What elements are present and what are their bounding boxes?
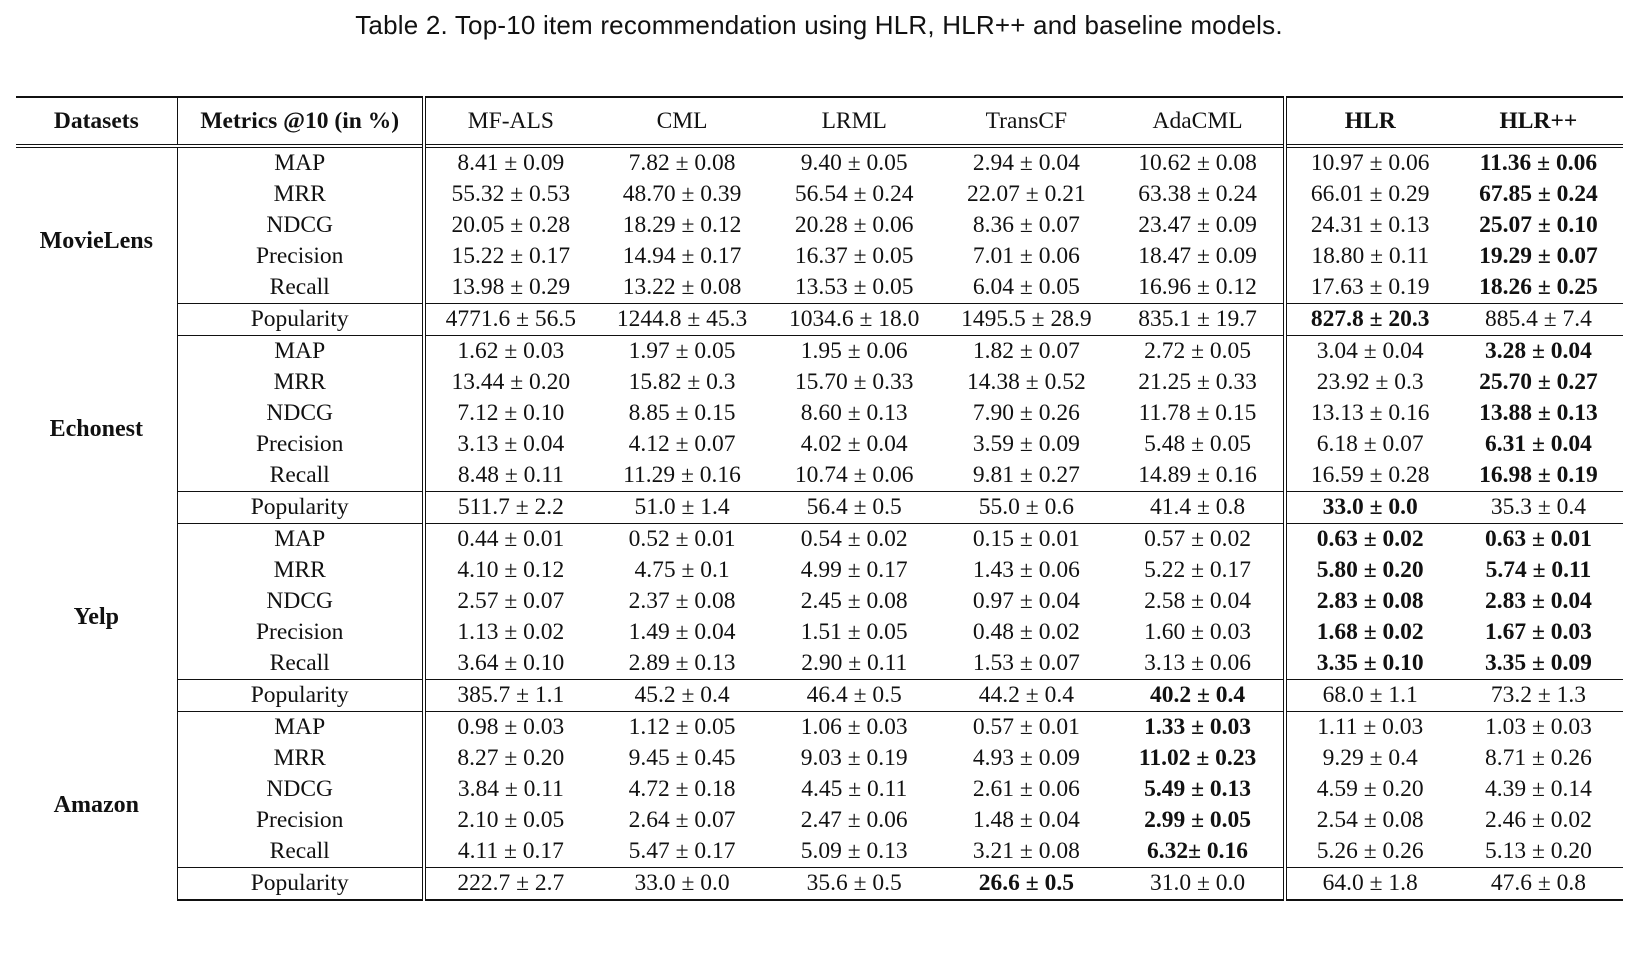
value-cell: 2.83 ± 0.04 [1484, 588, 1592, 614]
value-cell: 2.72 ± 0.05 [1112, 336, 1284, 368]
value-cell: 44.2 ± 0.4 [940, 680, 1112, 712]
metric-label: MAP [177, 336, 424, 368]
value-cell: 11.78 ± 0.15 [1112, 398, 1284, 429]
value-cell: 13.53 ± 0.05 [794, 274, 914, 300]
value-cell: 23.92 ± 0.3 [1316, 369, 1424, 395]
value-cell: 5.49 ± 0.13 [1112, 774, 1284, 805]
table-row [16, 743, 1623, 774]
value-cell: 14.94 ± 0.17 [622, 243, 742, 269]
value-cell: 15.22 ± 0.17 [451, 243, 571, 269]
value-cell: 511.7 ± 2.2 [424, 492, 596, 524]
value-cell: 63.38 ± 0.24 [1112, 179, 1284, 210]
value-cell: 11.02 ± 0.23 [1112, 743, 1284, 774]
header-model-hlrpp: HLR++ [1499, 107, 1578, 134]
value-cell: 6.31 ± 0.04 [1484, 431, 1592, 457]
metric-label: Popularity [177, 304, 424, 336]
value-cell: 4.45 ± 0.11 [801, 776, 908, 802]
metric-label: MAP [177, 712, 424, 744]
table-row [16, 304, 1623, 336]
value-cell: 31.0 ± 0.0 [1112, 868, 1284, 901]
value-cell: 45.2 ± 0.4 [596, 680, 768, 712]
value-cell: 20.05 ± 0.28 [451, 212, 571, 238]
value-cell: 8.48 ± 0.11 [457, 462, 564, 488]
metric-label: Precision [177, 241, 424, 272]
value-cell: 2.37 ± 0.08 [628, 588, 736, 614]
value-cell: 4.59 ± 0.20 [1316, 776, 1424, 802]
value-cell: 73.2 ± 1.3 [1454, 680, 1623, 712]
value-cell: 8.27 ± 0.20 [457, 745, 565, 771]
value-cell: 0.44 ± 0.01 [457, 526, 565, 552]
value-cell: 22.07 ± 0.21 [967, 181, 1086, 207]
table-row [16, 492, 1623, 524]
value-cell: 2.47 ± 0.06 [800, 807, 908, 833]
value-cell: 2.90 ± 0.11 [801, 650, 908, 676]
value-cell: 2.10 ± 0.05 [457, 807, 565, 833]
value-cell: 3.21 ± 0.08 [972, 838, 1080, 864]
table-row [16, 555, 1623, 586]
value-cell: 66.01 ± 0.29 [1310, 181, 1430, 207]
value-cell: 4.11 ± 0.17 [457, 838, 564, 864]
value-cell: 2.64 ± 0.07 [628, 807, 736, 833]
value-cell: 1.03 ± 0.03 [1484, 714, 1592, 740]
value-cell: 1495.5 ± 28.9 [940, 304, 1112, 336]
results-table-wrapper [16, 96, 1623, 901]
value-cell: 3.35 ± 0.10 [1316, 650, 1424, 676]
value-cell: 1.68 ± 0.02 [1316, 619, 1424, 645]
value-cell: 0.63 ± 0.02 [1316, 526, 1424, 552]
table-row [16, 146, 1623, 179]
dataset-label: Yelp [16, 524, 177, 712]
metric-label: MRR [177, 743, 424, 774]
value-cell: 0.48 ± 0.02 [972, 619, 1080, 645]
table-row [16, 210, 1623, 241]
value-cell: 7.82 ± 0.08 [628, 150, 736, 176]
value-cell: 827.8 ± 20.3 [1285, 304, 1454, 336]
table-row [16, 836, 1623, 868]
value-cell: 64.0 ± 1.8 [1285, 868, 1454, 901]
value-cell: 8.41 ± 0.09 [457, 150, 565, 176]
value-cell: 16.37 ± 0.05 [794, 243, 914, 269]
value-cell: 9.45 ± 0.45 [628, 745, 736, 771]
value-cell: 885.4 ± 7.4 [1454, 304, 1623, 336]
value-cell: 3.84 ± 0.11 [457, 776, 564, 802]
value-cell: 20.28 ± 0.06 [794, 212, 914, 238]
value-cell: 67.85 ± 0.24 [1479, 181, 1598, 207]
value-cell: 3.13 ± 0.06 [1112, 648, 1284, 680]
value-cell: 8.85 ± 0.15 [628, 400, 736, 426]
value-cell: 5.09 ± 0.13 [800, 838, 908, 864]
value-cell: 2.45 ± 0.08 [800, 588, 908, 614]
value-cell: 0.63 ± 0.01 [1484, 526, 1592, 552]
value-cell: 0.54 ± 0.02 [800, 526, 908, 552]
table-row [16, 617, 1623, 648]
value-cell: 1244.8 ± 45.3 [596, 304, 768, 336]
table-row [16, 336, 1623, 368]
value-cell: 46.4 ± 0.5 [768, 680, 940, 712]
value-cell: 5.13 ± 0.20 [1484, 838, 1592, 864]
header-model-transcf: TransCF [985, 107, 1068, 134]
value-cell: 11.29 ± 0.16 [623, 462, 741, 488]
value-cell: 1.43 ± 0.06 [972, 557, 1080, 583]
value-cell: 3.04 ± 0.04 [1316, 338, 1424, 364]
value-cell: 25.70 ± 0.27 [1479, 369, 1598, 395]
dataset-label: MovieLens [16, 146, 177, 336]
value-cell: 4.72 ± 0.18 [628, 776, 736, 802]
value-cell: 1.51 ± 0.05 [800, 619, 908, 645]
value-cell: 18.47 ± 0.09 [1112, 241, 1284, 272]
value-cell: 18.80 ± 0.11 [1311, 243, 1430, 269]
metric-label: Recall [177, 648, 424, 680]
value-cell: 15.82 ± 0.3 [628, 369, 736, 395]
dataset-label: Amazon [16, 712, 177, 901]
metric-label: NDCG [177, 586, 424, 617]
value-cell: 5.80 ± 0.20 [1316, 557, 1424, 583]
table-row [16, 367, 1623, 398]
value-cell: 2.89 ± 0.13 [628, 650, 736, 676]
value-cell: 1.97 ± 0.05 [628, 338, 736, 364]
value-cell: 33.0 ± 0.0 [596, 868, 768, 901]
header-datasets: Datasets [16, 97, 177, 146]
value-cell: 1.62 ± 0.03 [457, 338, 565, 364]
table-row [16, 398, 1623, 429]
header-model-cml: CML [656, 107, 708, 134]
value-cell: 2.94 ± 0.04 [972, 150, 1080, 176]
value-cell: 1.67 ± 0.03 [1484, 619, 1592, 645]
header-row [16, 97, 1623, 146]
metric-label: Precision [177, 429, 424, 460]
value-cell: 1.12 ± 0.05 [628, 714, 736, 740]
value-cell: 19.29 ± 0.07 [1479, 243, 1598, 269]
value-cell: 13.98 ± 0.29 [451, 274, 571, 300]
table-row [16, 774, 1623, 805]
value-cell: 7.01 ± 0.06 [972, 243, 1080, 269]
value-cell: 1.53 ± 0.07 [972, 650, 1080, 676]
value-cell: 4771.6 ± 56.5 [424, 304, 596, 336]
value-cell: 4.12 ± 0.07 [628, 431, 736, 457]
value-cell: 5.47 ± 0.17 [628, 838, 736, 864]
table-row [16, 586, 1623, 617]
table-body [16, 146, 1623, 900]
value-cell: 0.97 ± 0.04 [972, 588, 1080, 614]
table-row [16, 680, 1623, 712]
value-cell: 5.26 ± 0.26 [1316, 838, 1424, 864]
value-cell: 56.54 ± 0.24 [794, 181, 914, 207]
value-cell: 2.61 ± 0.06 [972, 776, 1080, 802]
value-cell: 1.60 ± 0.03 [1112, 617, 1284, 648]
metric-label: Precision [177, 617, 424, 648]
metric-label: Recall [177, 272, 424, 304]
value-cell: 9.03 ± 0.19 [800, 745, 908, 771]
header-model-adacml: AdaCML [1112, 97, 1284, 146]
value-cell: 4.99 ± 0.17 [800, 557, 908, 583]
value-cell: 9.29 ± 0.4 [1322, 745, 1418, 771]
metric-label: NDCG [177, 398, 424, 429]
value-cell: 1.13 ± 0.02 [457, 619, 565, 645]
value-cell: 222.7 ± 2.7 [424, 868, 596, 901]
value-cell: 41.4 ± 0.8 [1112, 492, 1284, 524]
value-cell: 47.6 ± 0.8 [1454, 868, 1623, 901]
metric-label: Popularity [177, 868, 424, 901]
value-cell: 11.36 ± 0.06 [1479, 150, 1598, 176]
value-cell: 4.93 ± 0.09 [972, 745, 1080, 771]
value-cell: 8.71 ± 0.26 [1484, 745, 1592, 771]
value-cell: 6.32± 0.16 [1112, 836, 1284, 868]
value-cell: 385.7 ± 1.1 [424, 680, 596, 712]
value-cell: 7.12 ± 0.10 [457, 400, 565, 426]
table-row [16, 868, 1623, 901]
metric-label: MAP [177, 146, 424, 179]
header-metrics: Metrics @10 (in %) [177, 97, 424, 146]
value-cell: 6.04 ± 0.05 [972, 274, 1080, 300]
metric-label: Recall [177, 460, 424, 492]
value-cell: 3.59 ± 0.09 [972, 431, 1080, 457]
table-row [16, 460, 1623, 492]
header-model-lrml: LRML [821, 107, 887, 134]
value-cell: 10.97 ± 0.06 [1310, 150, 1430, 176]
value-cell: 5.74 ± 0.11 [1485, 557, 1592, 583]
table-row [16, 272, 1623, 304]
value-cell: 14.89 ± 0.16 [1112, 460, 1284, 492]
value-cell: 0.15 ± 0.01 [972, 526, 1080, 552]
table-row [16, 805, 1623, 836]
value-cell: 18.26 ± 0.25 [1479, 274, 1598, 300]
value-cell: 6.18 ± 0.07 [1316, 431, 1424, 457]
value-cell: 0.57 ± 0.02 [1112, 524, 1284, 556]
value-cell: 14.38 ± 0.52 [967, 369, 1086, 395]
value-cell: 1.82 ± 0.07 [972, 338, 1080, 364]
value-cell: 9.81 ± 0.27 [972, 462, 1080, 488]
value-cell: 13.44 ± 0.20 [451, 369, 571, 395]
value-cell: 3.13 ± 0.04 [457, 431, 565, 457]
value-cell: 3.35 ± 0.09 [1484, 650, 1592, 676]
value-cell: 56.4 ± 0.5 [768, 492, 940, 524]
table-row [16, 179, 1623, 210]
results-table [16, 96, 1623, 901]
value-cell: 23.47 ± 0.09 [1112, 210, 1284, 241]
metric-label: Popularity [177, 492, 424, 524]
table-caption: Table 2. Top-10 item recommendation using HLR, HLR++ and baseline models. [355, 10, 1283, 40]
metric-label: MRR [177, 179, 424, 210]
value-cell: 2.54 ± 0.08 [1316, 807, 1424, 833]
value-cell: 1.33 ± 0.03 [1112, 712, 1284, 744]
value-cell: 16.59 ± 0.28 [1310, 462, 1430, 488]
value-cell: 835.1 ± 19.7 [1112, 304, 1284, 336]
value-cell: 1.95 ± 0.06 [800, 338, 908, 364]
metric-label: MAP [177, 524, 424, 556]
value-cell: 0.98 ± 0.03 [457, 714, 565, 740]
header-model-hlr: HLR [1344, 107, 1396, 134]
header-model-mf-als: MF-ALS [467, 107, 554, 134]
value-cell: 21.25 ± 0.33 [1112, 367, 1284, 398]
value-cell: 2.46 ± 0.02 [1484, 807, 1592, 833]
metric-label: NDCG [177, 210, 424, 241]
value-cell: 55.32 ± 0.53 [451, 181, 571, 207]
value-cell: 1.11 ± 0.03 [1317, 714, 1424, 740]
metric-label: Popularity [177, 680, 424, 712]
value-cell: 13.22 ± 0.08 [622, 274, 742, 300]
value-cell: 2.83 ± 0.08 [1316, 588, 1424, 614]
value-cell: 18.29 ± 0.12 [622, 212, 742, 238]
value-cell: 16.98 ± 0.19 [1479, 462, 1598, 488]
metric-label: NDCG [177, 774, 424, 805]
value-cell: 4.39 ± 0.14 [1484, 776, 1592, 802]
value-cell: 0.57 ± 0.01 [972, 714, 1080, 740]
table-row [16, 241, 1623, 272]
value-cell: 35.6 ± 0.5 [768, 868, 940, 901]
value-cell: 2.99 ± 0.05 [1112, 805, 1284, 836]
value-cell: 26.6 ± 0.5 [940, 868, 1112, 901]
value-cell: 40.2 ± 0.4 [1112, 680, 1284, 712]
value-cell: 1.48 ± 0.04 [972, 807, 1080, 833]
value-cell: 68.0 ± 1.1 [1285, 680, 1454, 712]
value-cell: 13.88 ± 0.13 [1479, 400, 1598, 426]
value-cell: 24.31 ± 0.13 [1310, 212, 1430, 238]
value-cell: 3.28 ± 0.04 [1484, 338, 1592, 364]
value-cell: 33.0 ± 0.0 [1285, 492, 1454, 524]
value-cell: 35.3 ± 0.4 [1454, 492, 1623, 524]
metric-label: Precision [177, 805, 424, 836]
value-cell: 51.0 ± 1.4 [596, 492, 768, 524]
value-cell: 17.63 ± 0.19 [1310, 274, 1430, 300]
value-cell: 5.48 ± 0.05 [1112, 429, 1284, 460]
value-cell: 2.58 ± 0.04 [1112, 586, 1284, 617]
value-cell: 48.70 ± 0.39 [622, 181, 742, 207]
value-cell: 13.13 ± 0.16 [1310, 400, 1430, 426]
value-cell: 4.10 ± 0.12 [457, 557, 565, 583]
value-cell: 10.74 ± 0.06 [794, 462, 914, 488]
metric-label: MRR [177, 555, 424, 586]
table-row [16, 648, 1623, 680]
value-cell: 3.64 ± 0.10 [457, 650, 565, 676]
table-row [16, 429, 1623, 460]
value-cell: 8.60 ± 0.13 [800, 400, 908, 426]
metric-label: Recall [177, 836, 424, 868]
value-cell: 16.96 ± 0.12 [1112, 272, 1284, 304]
value-cell: 55.0 ± 0.6 [940, 492, 1112, 524]
value-cell: 2.57 ± 0.07 [457, 588, 565, 614]
value-cell: 1034.6 ± 18.0 [768, 304, 940, 336]
value-cell: 15.70 ± 0.33 [794, 369, 914, 395]
table-row [16, 712, 1623, 744]
value-cell: 10.62 ± 0.08 [1112, 146, 1284, 179]
value-cell: 1.49 ± 0.04 [628, 619, 736, 645]
value-cell: 7.90 ± 0.26 [972, 400, 1080, 426]
value-cell: 4.02 ± 0.04 [800, 431, 908, 457]
value-cell: 25.07 ± 0.10 [1479, 212, 1598, 238]
value-cell: 5.22 ± 0.17 [1112, 555, 1284, 586]
metric-label: MRR [177, 367, 424, 398]
value-cell: 0.52 ± 0.01 [628, 526, 736, 552]
value-cell: 9.40 ± 0.05 [800, 150, 908, 176]
value-cell: 1.06 ± 0.03 [800, 714, 908, 740]
value-cell: 4.75 ± 0.1 [634, 557, 730, 583]
dataset-label: Echonest [16, 336, 177, 524]
value-cell: 8.36 ± 0.07 [972, 212, 1080, 238]
table-row [16, 524, 1623, 556]
